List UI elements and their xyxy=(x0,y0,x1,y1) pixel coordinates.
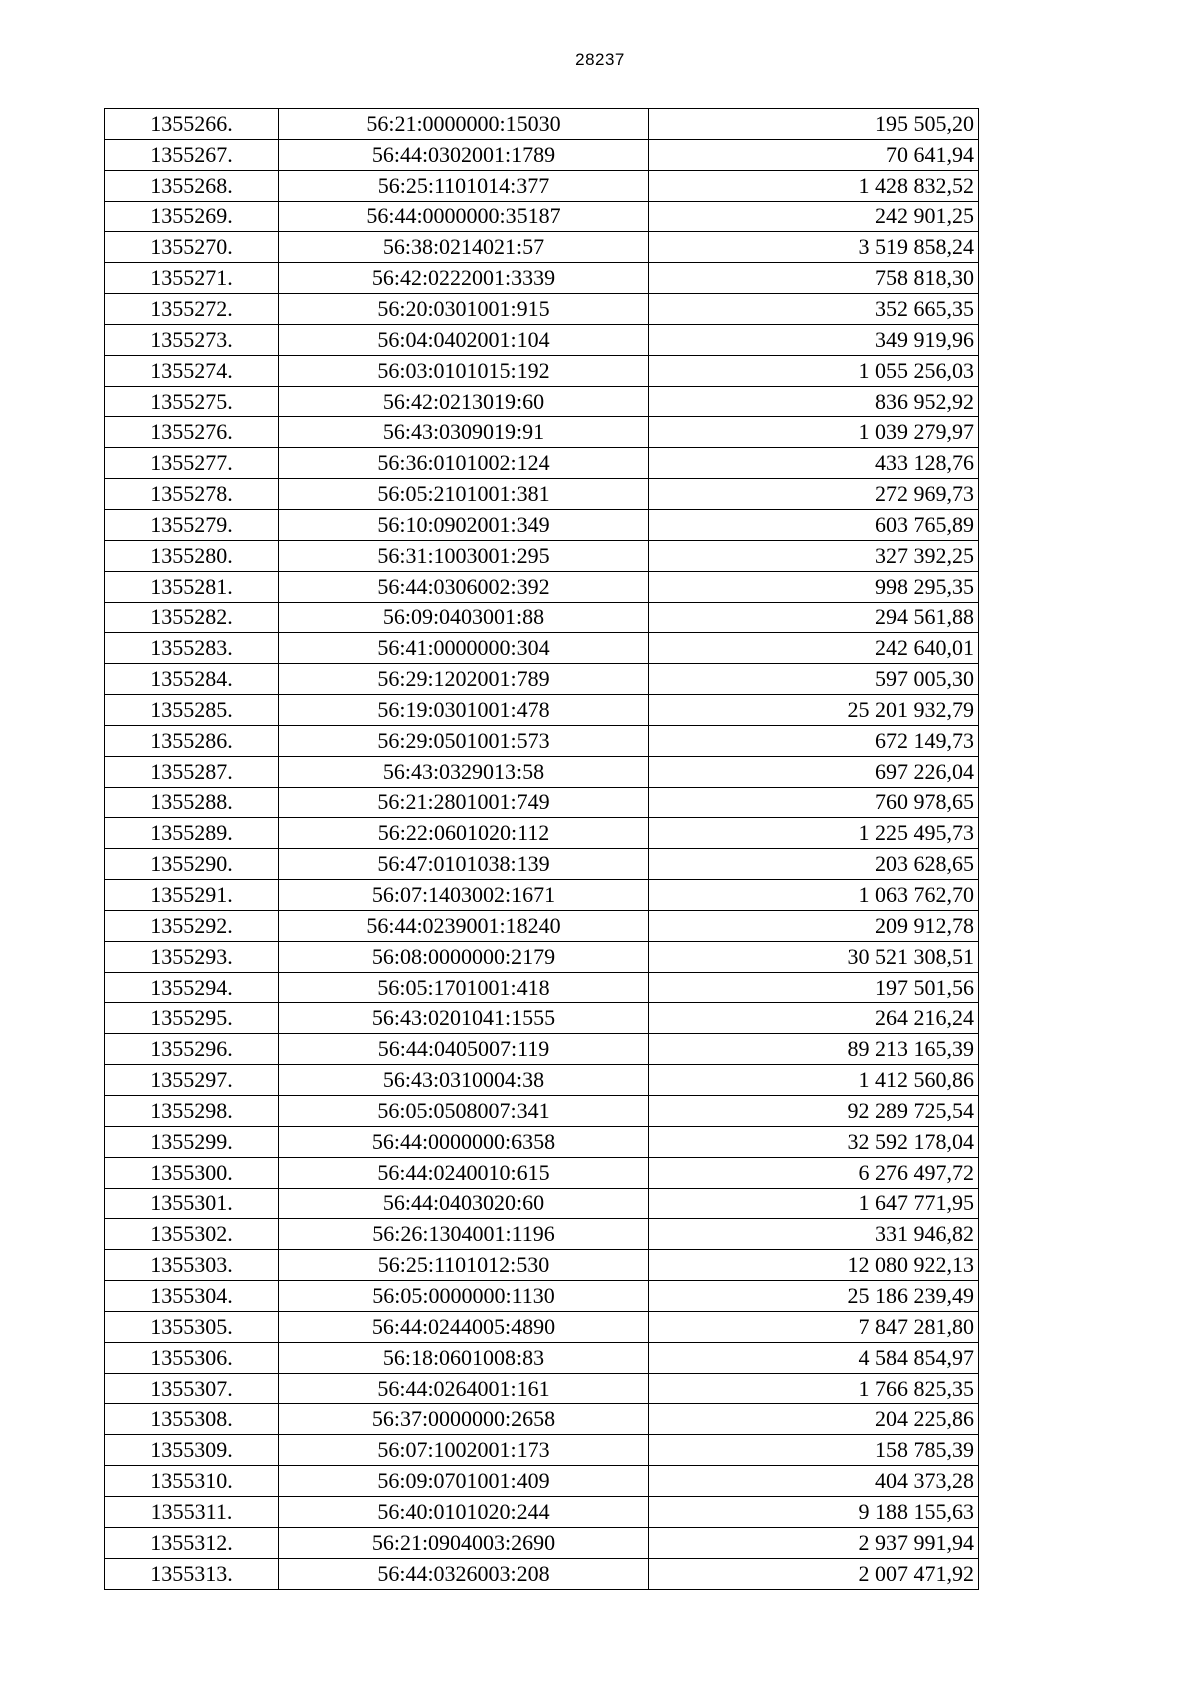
row-number-cell: 1355295. xyxy=(105,1003,279,1034)
cadastral-number-cell: 56:10:0902001:349 xyxy=(279,509,649,540)
row-number-cell: 1355274. xyxy=(105,355,279,386)
cadastral-number-cell: 56:29:0501001:573 xyxy=(279,725,649,756)
cadastral-number-cell: 56:36:0101002:124 xyxy=(279,448,649,479)
table-row xyxy=(105,479,979,510)
cadastral-number-cell: 56:44:0244005:4890 xyxy=(279,1311,649,1342)
cadastral-number-cell: 56:43:0310004:38 xyxy=(279,1065,649,1096)
value-cell: 1 225 495,73 xyxy=(649,818,979,849)
row-number-cell: 1355306. xyxy=(105,1342,279,1373)
row-number-cell: 1355273. xyxy=(105,324,279,355)
row-number-cell: 1355272. xyxy=(105,294,279,325)
row-number-cell: 1355270. xyxy=(105,232,279,263)
row-number-cell: 1355299. xyxy=(105,1126,279,1157)
cadastral-number-cell: 56:22:0601020:112 xyxy=(279,818,649,849)
value-cell: 1 428 832,52 xyxy=(649,170,979,201)
value-cell: 9 188 155,63 xyxy=(649,1496,979,1527)
table-row xyxy=(105,109,979,140)
row-number-cell: 1355291. xyxy=(105,880,279,911)
cadastral-number-cell: 56:31:1003001:295 xyxy=(279,540,649,571)
row-number-cell: 1355292. xyxy=(105,910,279,941)
row-number-cell: 1355269. xyxy=(105,201,279,232)
row-number-cell: 1355267. xyxy=(105,139,279,170)
table-row xyxy=(105,849,979,880)
value-cell: 758 818,30 xyxy=(649,263,979,294)
cadastral-number-cell: 56:44:0239001:18240 xyxy=(279,910,649,941)
table-row xyxy=(105,1496,979,1527)
row-number-cell: 1355290. xyxy=(105,849,279,880)
row-number-cell: 1355277. xyxy=(105,448,279,479)
value-cell: 672 149,73 xyxy=(649,725,979,756)
value-cell: 294 561,88 xyxy=(649,602,979,633)
cadastral-number-cell: 56:04:0402001:104 xyxy=(279,324,649,355)
row-number-cell: 1355308. xyxy=(105,1404,279,1435)
row-number-cell: 1355284. xyxy=(105,664,279,695)
row-number-cell: 1355310. xyxy=(105,1466,279,1497)
table-row xyxy=(105,1250,979,1281)
table-row xyxy=(105,1342,979,1373)
page-number: 28237 xyxy=(575,50,625,69)
value-cell: 1 039 279,97 xyxy=(649,417,979,448)
table-row xyxy=(105,880,979,911)
cadastral-number-cell: 56:05:2101001:381 xyxy=(279,479,649,510)
row-number-cell: 1355279. xyxy=(105,509,279,540)
table-row xyxy=(105,139,979,170)
cadastral-number-cell: 56:44:0000000:35187 xyxy=(279,201,649,232)
row-number-cell: 1355268. xyxy=(105,170,279,201)
table-row xyxy=(105,1404,979,1435)
value-cell: 242 901,25 xyxy=(649,201,979,232)
cadastral-number-cell: 56:44:0403020:60 xyxy=(279,1188,649,1219)
value-cell: 32 592 178,04 xyxy=(649,1126,979,1157)
cadastral-number-cell: 56:40:0101020:244 xyxy=(279,1496,649,1527)
table-row xyxy=(105,1096,979,1127)
row-number-cell: 1355302. xyxy=(105,1219,279,1250)
value-cell: 4 584 854,97 xyxy=(649,1342,979,1373)
table-row xyxy=(105,941,979,972)
value-cell: 2 937 991,94 xyxy=(649,1527,979,1558)
cadastral-number-cell: 56:29:1202001:789 xyxy=(279,664,649,695)
value-cell: 89 213 165,39 xyxy=(649,1034,979,1065)
row-number-cell: 1355271. xyxy=(105,263,279,294)
table-row xyxy=(105,602,979,633)
cadastral-number-cell: 56:09:0701001:409 xyxy=(279,1466,649,1497)
row-number-cell: 1355275. xyxy=(105,386,279,417)
table-row xyxy=(105,509,979,540)
value-cell: 433 128,76 xyxy=(649,448,979,479)
row-number-cell: 1355300. xyxy=(105,1157,279,1188)
cadastral-number-cell: 56:43:0309019:91 xyxy=(279,417,649,448)
cadastral-number-cell: 56:44:0240010:615 xyxy=(279,1157,649,1188)
value-cell: 25 186 239,49 xyxy=(649,1281,979,1312)
value-cell: 92 289 725,54 xyxy=(649,1096,979,1127)
cadastral-number-cell: 56:44:0326003:208 xyxy=(279,1558,649,1589)
table-row xyxy=(105,1188,979,1219)
value-cell: 204 225,86 xyxy=(649,1404,979,1435)
cadastral-number-cell: 56:44:0302001:1789 xyxy=(279,139,649,170)
cadastral-number-cell: 56:05:0000000:1130 xyxy=(279,1281,649,1312)
cadastral-number-cell: 56:07:1403002:1671 xyxy=(279,880,649,911)
table-row xyxy=(105,294,979,325)
row-number-cell: 1355289. xyxy=(105,818,279,849)
cadastral-number-cell: 56:38:0214021:57 xyxy=(279,232,649,263)
row-number-cell: 1355285. xyxy=(105,695,279,726)
cadastral-number-cell: 56:09:0403001:88 xyxy=(279,602,649,633)
row-number-cell: 1355312. xyxy=(105,1527,279,1558)
value-cell: 1 766 825,35 xyxy=(649,1373,979,1404)
table-row xyxy=(105,1373,979,1404)
cadastral-number-cell: 56:25:1101012:530 xyxy=(279,1250,649,1281)
table-row xyxy=(105,417,979,448)
value-cell: 603 765,89 xyxy=(649,509,979,540)
cadastral-number-cell: 56:43:0329013:58 xyxy=(279,756,649,787)
cadastral-number-cell: 56:44:0405007:119 xyxy=(279,1034,649,1065)
table-row xyxy=(105,1219,979,1250)
cadastral-number-cell: 56:44:0000000:6358 xyxy=(279,1126,649,1157)
value-cell: 203 628,65 xyxy=(649,849,979,880)
row-number-cell: 1355282. xyxy=(105,602,279,633)
cadastral-number-cell: 56:26:1304001:1196 xyxy=(279,1219,649,1250)
row-number-cell: 1355288. xyxy=(105,787,279,818)
value-cell: 760 978,65 xyxy=(649,787,979,818)
value-cell: 209 912,78 xyxy=(649,910,979,941)
cadastral-number-cell: 56:44:0264001:161 xyxy=(279,1373,649,1404)
table-row xyxy=(105,1034,979,1065)
cadastral-number-cell: 56:47:0101038:139 xyxy=(279,849,649,880)
table-row xyxy=(105,633,979,664)
value-cell: 697 226,04 xyxy=(649,756,979,787)
row-number-cell: 1355309. xyxy=(105,1435,279,1466)
row-number-cell: 1355297. xyxy=(105,1065,279,1096)
row-number-cell: 1355301. xyxy=(105,1188,279,1219)
row-number-cell: 1355298. xyxy=(105,1096,279,1127)
table-row xyxy=(105,787,979,818)
cadastral-number-cell: 56:20:0301001:915 xyxy=(279,294,649,325)
cadastral-number-cell: 56:03:0101015:192 xyxy=(279,355,649,386)
table-row xyxy=(105,1281,979,1312)
row-number-cell: 1355266. xyxy=(105,109,279,140)
row-number-cell: 1355294. xyxy=(105,972,279,1003)
table-row xyxy=(105,540,979,571)
value-cell: 70 641,94 xyxy=(649,139,979,170)
value-cell: 2 007 471,92 xyxy=(649,1558,979,1589)
value-cell: 836 952,92 xyxy=(649,386,979,417)
table-row xyxy=(105,972,979,1003)
table-row xyxy=(105,818,979,849)
cadastral-number-cell: 56:21:2801001:749 xyxy=(279,787,649,818)
cadastral-number-cell: 56:19:0301001:478 xyxy=(279,695,649,726)
row-number-cell: 1355305. xyxy=(105,1311,279,1342)
row-number-cell: 1355296. xyxy=(105,1034,279,1065)
value-cell: 1 055 256,03 xyxy=(649,355,979,386)
row-number-cell: 1355276. xyxy=(105,417,279,448)
value-cell: 272 969,73 xyxy=(649,479,979,510)
table-row xyxy=(105,1065,979,1096)
value-cell: 3 519 858,24 xyxy=(649,232,979,263)
table-row xyxy=(105,1003,979,1034)
table-row xyxy=(105,1126,979,1157)
table-row xyxy=(105,756,979,787)
cadastral-number-cell: 56:43:0201041:1555 xyxy=(279,1003,649,1034)
cadastral-number-cell: 56:41:0000000:304 xyxy=(279,633,649,664)
cadastral-number-cell: 56:08:0000000:2179 xyxy=(279,941,649,972)
value-cell: 327 392,25 xyxy=(649,540,979,571)
value-cell: 998 295,35 xyxy=(649,571,979,602)
table-row xyxy=(105,1435,979,1466)
row-number-cell: 1355281. xyxy=(105,571,279,602)
table-row xyxy=(105,386,979,417)
value-cell: 597 005,30 xyxy=(649,664,979,695)
value-cell: 1 063 762,70 xyxy=(649,880,979,911)
table-row xyxy=(105,695,979,726)
value-cell: 352 665,35 xyxy=(649,294,979,325)
value-cell: 242 640,01 xyxy=(649,633,979,664)
row-number-cell: 1355278. xyxy=(105,479,279,510)
row-number-cell: 1355286. xyxy=(105,725,279,756)
row-number-cell: 1355293. xyxy=(105,941,279,972)
row-number-cell: 1355311. xyxy=(105,1496,279,1527)
table-row xyxy=(105,448,979,479)
table-row xyxy=(105,1466,979,1497)
cadastral-number-cell: 56:21:0904003:2690 xyxy=(279,1527,649,1558)
cadastral-number-cell: 56:42:0222001:3339 xyxy=(279,263,649,294)
value-cell: 1 412 560,86 xyxy=(649,1065,979,1096)
value-cell: 264 216,24 xyxy=(649,1003,979,1034)
table-row xyxy=(105,324,979,355)
table-body xyxy=(105,109,979,1590)
table-row xyxy=(105,355,979,386)
value-cell: 404 373,28 xyxy=(649,1466,979,1497)
value-cell: 12 080 922,13 xyxy=(649,1250,979,1281)
row-number-cell: 1355313. xyxy=(105,1558,279,1589)
table-row xyxy=(105,201,979,232)
cadastral-number-cell: 56:05:0508007:341 xyxy=(279,1096,649,1127)
value-cell: 6 276 497,72 xyxy=(649,1157,979,1188)
cadastral-number-cell: 56:05:1701001:418 xyxy=(279,972,649,1003)
value-cell: 1 647 771,95 xyxy=(649,1188,979,1219)
table-row xyxy=(105,263,979,294)
row-number-cell: 1355307. xyxy=(105,1373,279,1404)
value-cell: 331 946,82 xyxy=(649,1219,979,1250)
cadastral-number-cell: 56:07:1002001:173 xyxy=(279,1435,649,1466)
table-row xyxy=(105,664,979,695)
cadastral-number-cell: 56:25:1101014:377 xyxy=(279,170,649,201)
cadastral-number-cell: 56:37:0000000:2658 xyxy=(279,1404,649,1435)
table-row xyxy=(105,232,979,263)
table-row xyxy=(105,571,979,602)
table-row xyxy=(105,170,979,201)
value-cell: 25 201 932,79 xyxy=(649,695,979,726)
value-cell: 349 919,96 xyxy=(649,324,979,355)
value-cell: 158 785,39 xyxy=(649,1435,979,1466)
table-row xyxy=(105,725,979,756)
table-row xyxy=(105,910,979,941)
value-cell: 7 847 281,80 xyxy=(649,1311,979,1342)
row-number-cell: 1355283. xyxy=(105,633,279,664)
value-cell: 197 501,56 xyxy=(649,972,979,1003)
cadastral-number-cell: 56:44:0306002:392 xyxy=(279,571,649,602)
cadastral-number-cell: 56:42:0213019:60 xyxy=(279,386,649,417)
cadastral-value-table xyxy=(104,108,979,1590)
row-number-cell: 1355280. xyxy=(105,540,279,571)
table-row xyxy=(105,1527,979,1558)
cadastral-number-cell: 56:18:0601008:83 xyxy=(279,1342,649,1373)
row-number-cell: 1355303. xyxy=(105,1250,279,1281)
cadastral-number-cell: 56:21:0000000:15030 xyxy=(279,109,649,140)
value-cell: 30 521 308,51 xyxy=(649,941,979,972)
value-cell: 195 505,20 xyxy=(649,109,979,140)
table-row xyxy=(105,1157,979,1188)
row-number-cell: 1355287. xyxy=(105,756,279,787)
table-row xyxy=(105,1558,979,1589)
row-number-cell: 1355304. xyxy=(105,1281,279,1312)
table-row xyxy=(105,1311,979,1342)
